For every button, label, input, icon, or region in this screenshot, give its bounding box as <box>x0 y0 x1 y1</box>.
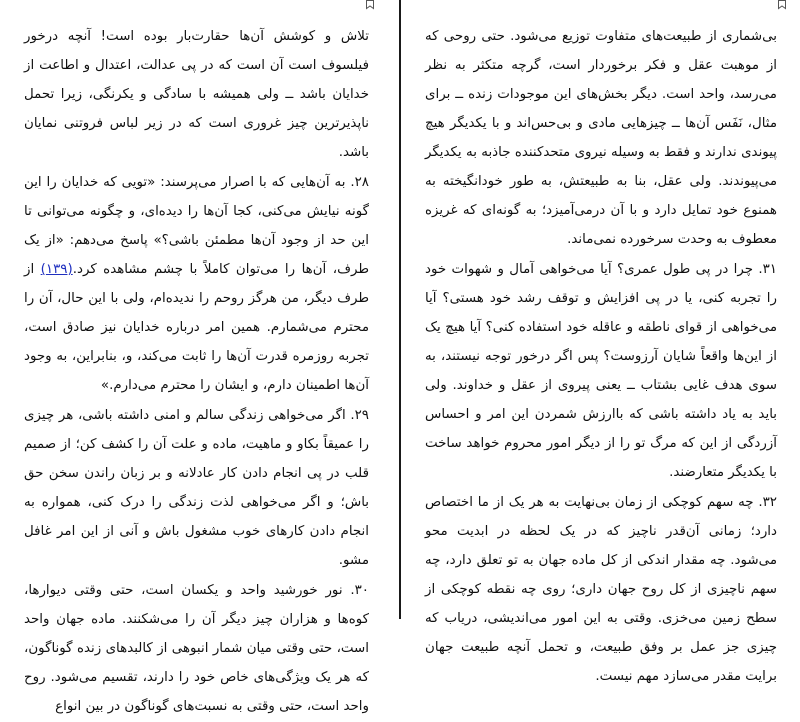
paragraph-30-continuation: بی‌شماری از طبیعت‌های متفاوت توزیع می‌شود. حتی روحی که از موهبت عقل و فکر برخوردار است، گرچه متکثر به نظر می‌رسد، واحد است. دیگر بخش‌های این موجودات زنده ــ برای مثال، نَفَس آن‌ها ــ چیزهایی مادی و بی‌حس‌اند و با یکدیگر هیچ پیوندی ندارند و فقط به وسیله نیروی متحدکننده جاذبه به یکدیگر می‌پیوندند. ولی عقل، بنا به طبیعتش، به طور خودانگیخته به همنوع خود تمایل دارد و با آن درمی‌آمیزد؛ به گونه‌ای که غریزه معطوف به وحدت سرخورده نمی‌ماند. <box>425 29 777 247</box>
paragraph-continuation: تلاش و کوشش آن‌ها حقارت‌بار بوده است! آنچه درخور فیلسوف است آن است که در پی عدالت، اعتدال و اطاعت از خدایان باشد ــ ولی همیشه با سادگی و یکرنگی، زیرا تحمل ناپذیرترین چیز غروری است که در زیر لباس فروتنی نمایان باشد. <box>24 29 369 160</box>
paragraph-28-text-b: از طرف دیگر، من هرگز روحم را ندیده‌ام، ولی با این حال، آن را محترم می‌شمارم. همین امر درباره خدایان نیز صادق است، تجربه روزمره قدرت آن‌ها را ثابت می‌کند، و، بنابراین، به وجود آن‌ها اطمینان دارم، و ایشان را محترم می‌دارم.» <box>24 262 369 393</box>
bookmark-icon[interactable] <box>778 0 786 9</box>
left-page <box>0 0 399 714</box>
bookmark-icon[interactable] <box>366 0 374 9</box>
paragraph-28 <box>24 168 369 400</box>
left-text-column <box>24 22 369 722</box>
paragraph-31: ۳۱. چرا در پی طول عمری؟ آیا می‌خواهی آمال و شهوات خود را تجربه کنی، یا در پی افزایش و توقف رشد خود هستی؟ آیا می‌خواهی از قوای ناطقه و عاقله خود استفاده کنی؟ آیا هیچ یک از این‌ها واقعاً شایان آرزوست؟ پس اگر درخور توجه نیستند، به سوی هدف غایی بشتاب ــ یعنی پیروی از عقل و خداوند. ولی باید به یاد داشته باشی که باارزش شمردن این امر و احساس آزردگی از این که مرگ تو را از دیگر امور محروم خواهد ساخت با یکدیگر متعارضند. <box>425 262 777 480</box>
footnote-link-139[interactable]: (۱۳۹) <box>40 262 73 277</box>
paragraph-30: ۳۰. نور خورشید واحد و یکسان است، حتی وقتی دیوارها، کوه‌ها و هزاران چیز دیگر آن را می‌شکنند. ماده جهان واحد است، حتی وقتی میان شمار انبوهی از کالبدهای زنده گوناگون، که هر یک ویژگی‌های خاص خود را دارند، تقسیم می‌شود. روح واحد است، حتی وقتی به نسبت‌های گوناگون در بین انواع <box>24 583 369 714</box>
right-text-column <box>425 22 777 692</box>
paragraph-29: ۲۹. اگر می‌خواهی زندگی سالم و امنی داشته باشی، هر چیزی را عمیقاً بکاو و ماهیت، ماده و علت آن را کشف کن؛ از صمیم قلب در پی انجام دادن کار عادلانه و بر زبان راندن سخن حق باش؛ و اگر می‌خواهی لذت زندگی را درک کنی، همواره به انجام دادن کارهای خوب مشغول باش و آنی از این امر غافل مشو. <box>24 408 369 568</box>
paragraph-28-text-a: ۲۸. به آن‌هایی که با اصرار می‌پرسند: «تویی که خدایان را این گونه نیایش می‌کنی، کجا آن‌ها را دیده‌ای، و چگونه می‌توانی تا این حد از وجود آن‌ها مطمئن باشی؟» پاسخ می‌دهم: «از یک طرف، آن‌ها را می‌توان کاملاً با چشم مشاهده کرد. <box>24 175 370 277</box>
paragraph-32: ۳۲. چه سهم کوچکی از زمان بی‌نهایت به هر یک از ما اختصاص دارد؛ زمانی آن‌قدر ناچیز که در یک لحظه در ابدیت محو می‌شود. چه مقدار اندکی از کل ماده جهان به تو تعلق دارد، چه سهم ناچیزی از کل روح جهان داری؛ روی چه نقطه کوچکی از سطح زمین می‌خزی. وقتی به این امور می‌اندیشی، دریاب که چیزی جز عمل بر وفق طبیعت، و تحمل آنچه طبیعت جهان برایت مقدر می‌سازد مهم نیست. <box>425 495 777 684</box>
right-page <box>401 0 800 684</box>
